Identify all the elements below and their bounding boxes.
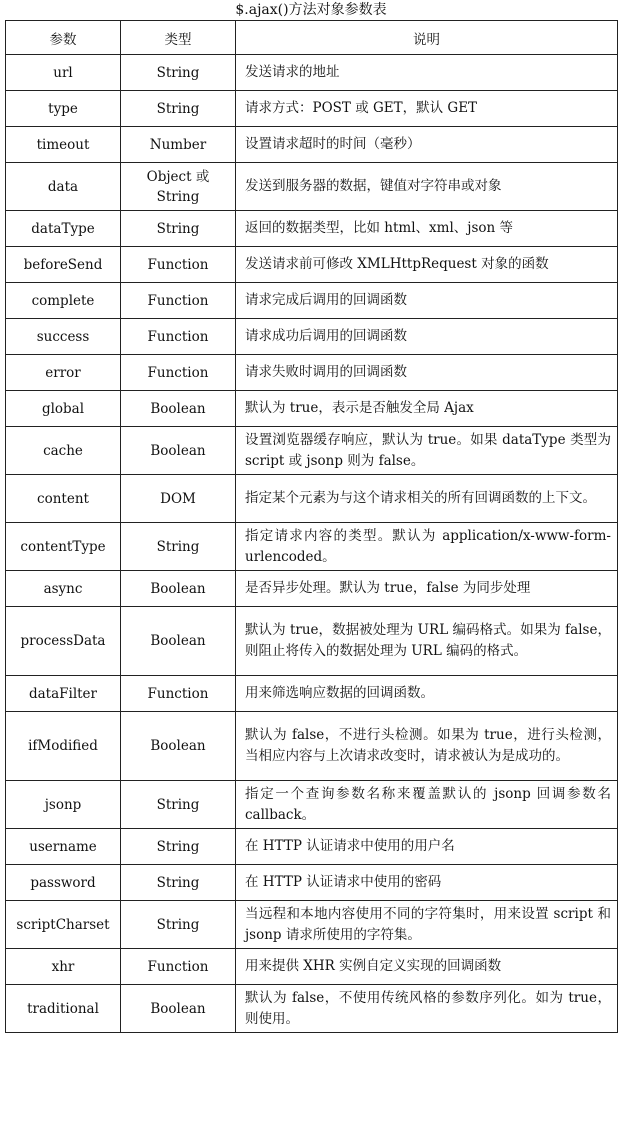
desc-cell: 指定某个元素为与这个请求相关的所有回调函数的上下文。: [236, 475, 618, 523]
header-type: 类型: [121, 21, 236, 55]
desc-cell: 在 HTTP 认证请求中使用的用户名: [236, 829, 618, 865]
type-cell: [121, 163, 236, 211]
param-cell: async: [6, 571, 121, 607]
param-cell: scriptCharset: [6, 901, 121, 949]
desc-cell: 是否异步处理。默认为 true，false 为同步处理: [236, 571, 618, 607]
table-row: [6, 319, 618, 355]
table-row: [6, 355, 618, 391]
table-row: [6, 283, 618, 319]
param-cell: processData: [6, 607, 121, 676]
type-cell: Function: [121, 355, 236, 391]
type-cell: Function: [121, 676, 236, 712]
param-cell: beforeSend: [6, 247, 121, 283]
desc-cell: 当远程和本地内容使用不同的字符集时，用来设置 script 和 jsonp 请求所使用的字符集。: [236, 901, 618, 949]
desc-cell: 指定一个查询参数名称来覆盖默认的 jsonp 回调参数名 callback。: [236, 781, 618, 829]
desc-cell: 默认为 true，数据被处理为 URL 编码格式。如果为 false，则阻止将传入的数据处理为 URL 编码的格式。: [236, 607, 618, 676]
table-row: [6, 211, 618, 247]
param-cell: timeout: [6, 127, 121, 163]
param-cell: global: [6, 391, 121, 427]
type-cell: Function: [121, 319, 236, 355]
ajax-params-table: [5, 20, 618, 1033]
header-desc: 说明: [236, 21, 618, 55]
table-row: [6, 391, 618, 427]
table-row: [6, 781, 618, 829]
desc-cell: 请求方式：POST 或 GET，默认 GET: [236, 91, 618, 127]
type-cell: String: [121, 523, 236, 571]
table-row: [6, 127, 618, 163]
type-cell: Function: [121, 283, 236, 319]
param-cell: dataFilter: [6, 676, 121, 712]
type-cell: Boolean: [121, 391, 236, 427]
param-cell: dataType: [6, 211, 121, 247]
type-cell: Function: [121, 949, 236, 985]
table-row: [6, 163, 618, 211]
param-cell: content: [6, 475, 121, 523]
type-cell: String: [121, 91, 236, 127]
desc-cell: 用来提供 XHR 实例自定义实现的回调函数: [236, 949, 618, 985]
desc-cell: 发送请求的地址: [236, 55, 618, 91]
type-cell: String: [121, 865, 236, 901]
param-cell: type: [6, 91, 121, 127]
type-cell: DOM: [121, 475, 236, 523]
desc-cell: 请求成功后调用的回调函数: [236, 319, 618, 355]
param-cell: complete: [6, 283, 121, 319]
table-row: [6, 985, 618, 1033]
param-cell: url: [6, 55, 121, 91]
type-cell: String: [121, 901, 236, 949]
table-row: [6, 901, 618, 949]
table-row: [6, 523, 618, 571]
param-cell: password: [6, 865, 121, 901]
desc-cell: 指定请求内容的类型。默认为 application/x-www-form-urlencoded。: [236, 523, 618, 571]
type-cell-text: Object 或 String: [146, 168, 210, 205]
table-row: [6, 865, 618, 901]
table-row: [6, 475, 618, 523]
desc-cell: 请求失败时调用的回调函数: [236, 355, 618, 391]
type-cell: String: [121, 781, 236, 829]
table-caption: $.ajax()方法对象参数表: [235, 2, 387, 18]
param-cell: success: [6, 319, 121, 355]
table-row: [6, 607, 618, 676]
table-row: [6, 571, 618, 607]
param-cell: contentType: [6, 523, 121, 571]
table-row: [6, 427, 618, 475]
type-cell: Boolean: [121, 607, 236, 676]
param-cell: xhr: [6, 949, 121, 985]
desc-cell: 默认为 false，不进行头检测。如果为 true，进行头检测，当相应内容与上次请求改变时，请求被认为是成功的。: [236, 712, 618, 781]
type-cell: Boolean: [121, 712, 236, 781]
table-row: [6, 712, 618, 781]
desc-cell: 在 HTTP 认证请求中使用的密码: [236, 865, 618, 901]
table-row: [6, 949, 618, 985]
type-cell: Boolean: [121, 571, 236, 607]
table-row: [6, 829, 618, 865]
param-cell: traditional: [6, 985, 121, 1033]
desc-cell: 设置请求超时的时间（毫秒）: [236, 127, 618, 163]
type-cell: String: [121, 55, 236, 91]
desc-cell: 默认为 true，表示是否触发全局 Ajax: [236, 391, 618, 427]
type-cell: String: [121, 211, 236, 247]
param-cell: jsonp: [6, 781, 121, 829]
type-cell: Function: [121, 247, 236, 283]
desc-cell: 发送请求前可修改 XMLHttpRequest 对象的函数: [236, 247, 618, 283]
type-cell: Number: [121, 127, 236, 163]
type-cell: Boolean: [121, 985, 236, 1033]
param-cell: ifModified: [6, 712, 121, 781]
table-row: [6, 91, 618, 127]
table-row: [6, 676, 618, 712]
param-cell: data: [6, 163, 121, 211]
type-cell: String: [121, 829, 236, 865]
param-cell: error: [6, 355, 121, 391]
param-cell: username: [6, 829, 121, 865]
desc-cell: 设置浏览器缓存响应，默认为 true。如果 dataType 类型为 script 或 jsonp 则为 false。: [236, 427, 618, 475]
desc-cell: 返回的数据类型，比如 html、xml、json 等: [236, 211, 618, 247]
table-row: [6, 247, 618, 283]
table-row: [6, 55, 618, 91]
desc-cell: 默认为 false，不使用传统风格的参数序列化。如为 true，则使用。: [236, 985, 618, 1033]
type-cell: Boolean: [121, 427, 236, 475]
desc-cell: 用来筛选响应数据的回调函数。: [236, 676, 618, 712]
header-param: 参数: [6, 21, 121, 55]
desc-cell: 请求完成后调用的回调函数: [236, 283, 618, 319]
param-cell: cache: [6, 427, 121, 475]
table-header-row: [6, 21, 618, 55]
desc-cell: 发送到服务器的数据，键值对字符串或对象: [236, 163, 618, 211]
